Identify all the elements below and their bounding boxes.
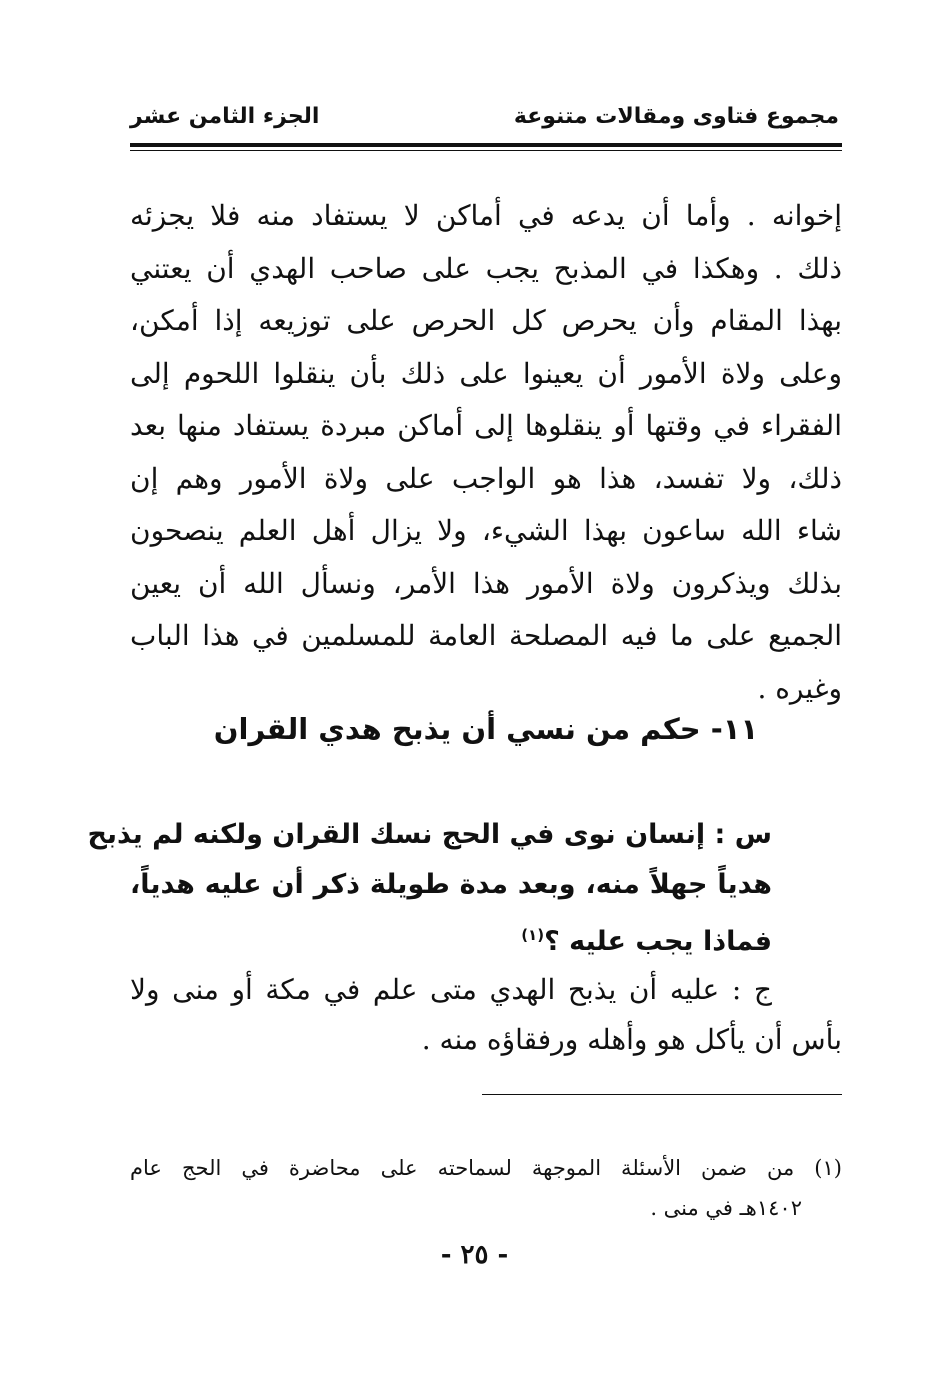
body-paragraph <box>130 190 842 715</box>
running-header-volume: الجزء الثامن عشر <box>130 104 320 129</box>
body-line: بهذا المقام وأن يحرص كل الحرص على توزيعه إذا أمكن، <box>130 304 842 337</box>
page-number: - ٢٥ - <box>440 1240 509 1270</box>
body-line: وعلى ولاة الأمور أن يعينوا على ذلك بأن ينقلوا اللحوم إلى <box>130 356 842 390</box>
header-rule-thin <box>130 150 842 151</box>
body-line: إخوانه . وأما أن يدعه في أماكن لا يستفاد منه فلا يجزئه <box>130 199 842 232</box>
question-line <box>130 910 842 967</box>
footnote <box>130 1148 842 1228</box>
question-line: س : إنسان نوى في الحج نسك القران ولكنه لم يذبح <box>87 819 772 850</box>
footnote-marker: (١) <box>521 926 545 944</box>
body-line: الفقراء في وقتها أو ينقلوها إلى أماكن مبردة يستفاد منها بعد <box>130 409 842 442</box>
body-line: وغيره . <box>757 671 842 705</box>
footnote-line: (١) من ضمن الأسئلة الموجهة لسماحته على محاضرة في الحج عام <box>130 1156 842 1180</box>
question-line-text: فماذا يجب عليه ؟ <box>544 926 772 957</box>
section-heading: ١١- حكم من نسي أن يذبح هدي القران <box>213 712 759 746</box>
header-rule-thick <box>130 143 842 147</box>
answer-line: بأس أن يأكل هو وأهله ورفقاؤه منه . <box>421 1023 842 1056</box>
footnote-line: ١٤٠٢هـ في منى . <box>650 1196 802 1220</box>
answer-block <box>130 965 842 1065</box>
body-line: ذلك، ولا تفسد، هذا هو الواجب على ولاة الأمور وهم إن <box>130 461 842 495</box>
body-line: الجميع على ما فيه المصلحة العامة للمسلمين في هذا الباب <box>130 619 842 652</box>
answer-line: ج : عليه أن يذبح الهدي متى علم في مكة أو منى ولا <box>130 973 772 1006</box>
footnote-separator <box>482 1094 842 1095</box>
question-block <box>87 810 842 967</box>
body-line: ذلك . وهكذا في المذبح يجب على صاحب الهدي أن يعتني <box>130 251 842 285</box>
body-line: شاء الله ساعون بهذا الشيء، ولا يزال أهل العلم ينصحون <box>130 514 842 547</box>
body-line: بذلك ويذكرون ولاة الأمور هذا الأمر، ونسأل الله أن يعين <box>130 566 842 600</box>
question-line: هدياً جهلاً منه، وبعد مدة طويلة ذكر أن عليه هدياً، <box>130 869 772 900</box>
running-header-book-title: مجموع فتاوى ومقالات متنوعة <box>513 104 839 129</box>
